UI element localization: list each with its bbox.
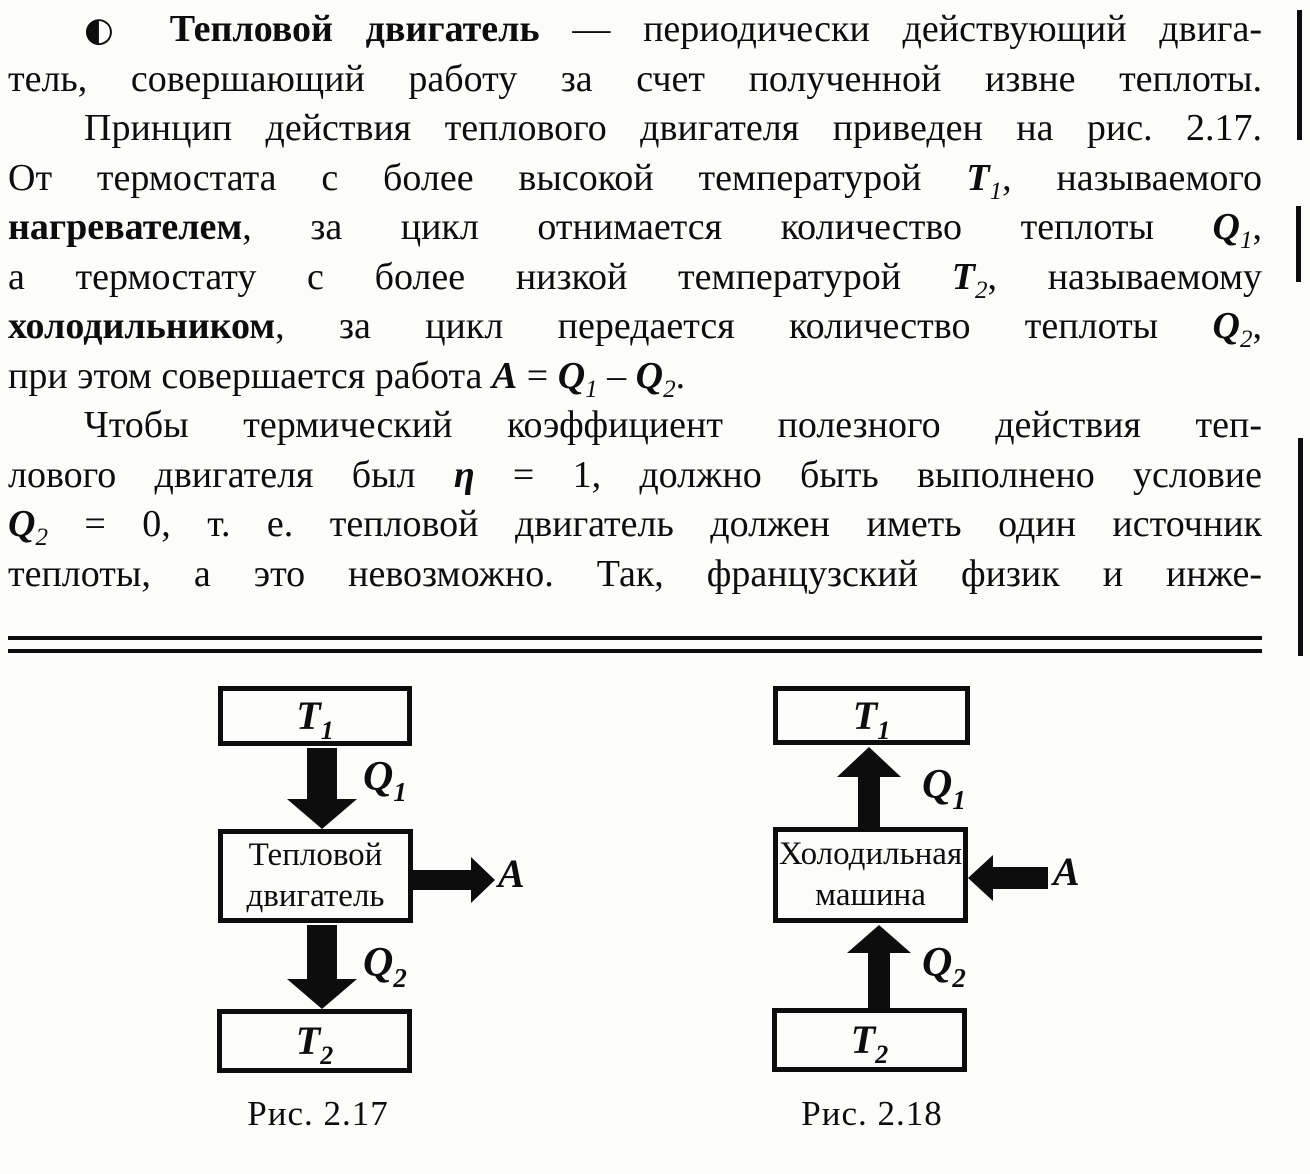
text-line-1: ◐ Тепловой двигатель — периодически действующий двига- [84, 8, 1263, 50]
fig17-work-label: A [498, 851, 525, 896]
fig18-machine-label-line2: машина [815, 877, 926, 913]
margin-mark-1 [1297, 10, 1302, 140]
q2-heat-up-arrow-icon [847, 925, 911, 1008]
fig18-machine-label-line1: Холодильная [778, 836, 963, 872]
fig18-caption: Рис. 2.18 [801, 1094, 943, 1133]
work-output-right-arrow-icon [413, 857, 495, 903]
fig17-hot-thermostat-box [218, 686, 412, 746]
fig17-engine-label-line2: двигатель [246, 878, 385, 914]
fig17-cold-label: $T_2$ [295, 1018, 334, 1070]
fig17-q2-label: $Q_2$ [363, 940, 407, 993]
divider-rule-top [8, 636, 1262, 640]
text-line-10: лового двигателя был η = 1, должно быть выполнено условие [8, 453, 1263, 496]
fig17-cold-thermostat-box [217, 1009, 412, 1073]
text-line-2: тель, совершающий работу за счет полученной извне теплоты. [8, 57, 1262, 100]
q2-heat-down-arrow-icon [287, 925, 357, 1009]
fig17-q1-label: $Q_1$ [363, 754, 407, 807]
fig18-machine-box [773, 827, 968, 923]
fig17-hot-label: $T_1$ [296, 693, 334, 745]
fig17-engine-label-line1: Тепловой [248, 837, 383, 873]
text-line-4: От термостата с более высокой температурой $T_1$, называемого [8, 156, 1262, 205]
text-line-12: теплоты, а это невозможно. Так, французский физик и инже- [8, 552, 1262, 595]
q1-heat-down-arrow-icon [287, 748, 357, 829]
body-text [8, 5, 1262, 599]
text-line-9: Чтобы термический коэффициент полезного действия теп- [84, 404, 1262, 446]
fig18-q1-label: $Q_1$ [922, 762, 966, 815]
fig18-q2-label: $Q_2$ [922, 940, 966, 993]
fig18-cold-label: $T_2$ [850, 1017, 889, 1069]
text-line-3: Принцип действия теплового двигателя приведен на рис. 2.17. [84, 107, 1262, 149]
fig18-hot-label: $T_1$ [852, 692, 891, 745]
q1-heat-up-arrow-icon [837, 747, 901, 827]
work-input-left-arrow-icon [968, 855, 1048, 901]
text-line-8: при этом совершается работа $A = Q_1 - Q_2$. [8, 354, 686, 403]
fig18-work-label: A [1053, 849, 1080, 894]
margin-mark-3 [1298, 438, 1303, 656]
text-line-6: а термостату с более низкой температурой $T_2$, называемому [8, 255, 1262, 304]
text-line-7: холодильником, за цикл передается количество теплоты $Q_2$, [8, 305, 1262, 353]
margin-mark-2 [1296, 206, 1301, 282]
fig17-engine-box [218, 829, 413, 923]
fig18-cold-thermostat-box [772, 1008, 967, 1072]
text-line-11: $Q_2 = 0$, т. е. тепловой двигатель должен иметь один источник [8, 503, 1262, 551]
text-line-5: нагревателем, за цикл отнимается количество теплоты $Q_1$, [8, 206, 1262, 254]
fig17-caption: Рис. 2.17 [247, 1094, 389, 1133]
divider-rule-bottom [8, 649, 1262, 653]
fig18-hot-thermostat-box [773, 686, 970, 745]
